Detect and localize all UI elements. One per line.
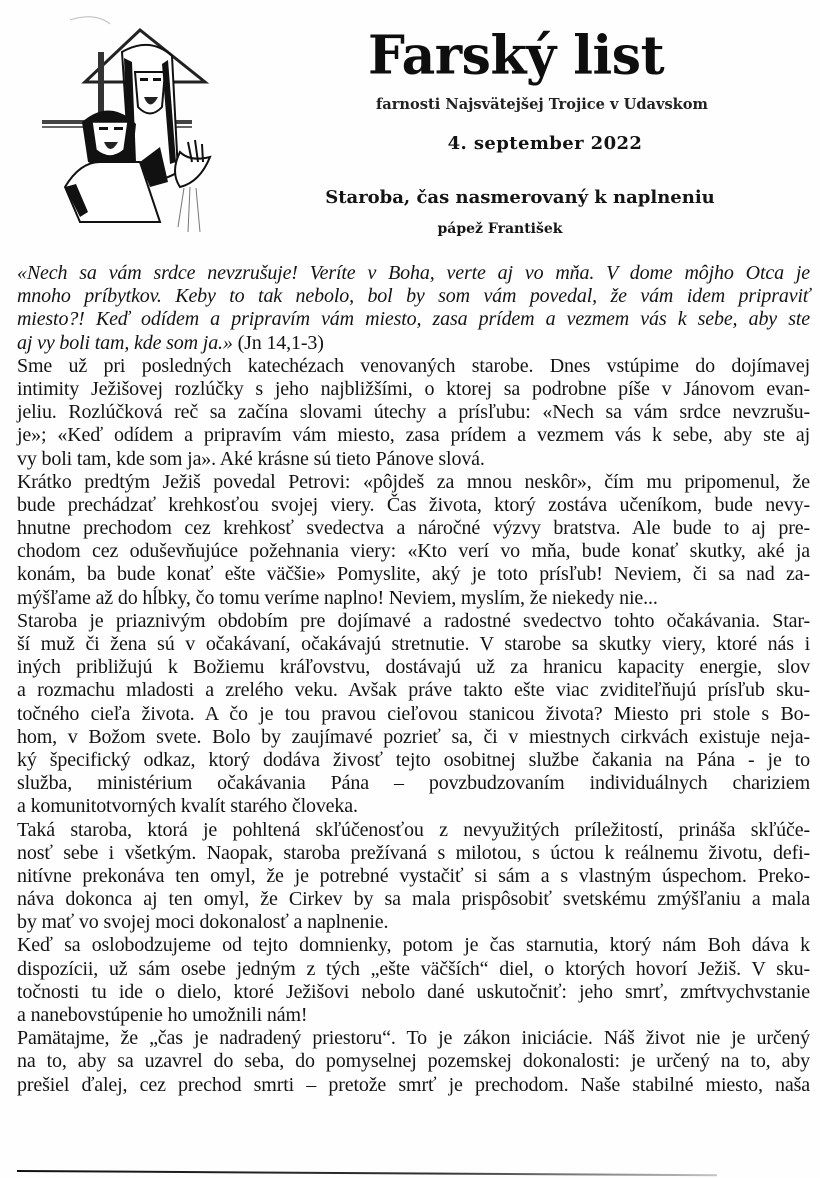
article-text: nitívne prekonáva ten omyl, že je potrebné vystačiť si sám a s vlastným úspechom. Preko- — [17, 864, 810, 887]
article-line — [17, 401, 810, 424]
article-line — [17, 958, 810, 981]
article-text: nosť sebe i všetkým. Naopak, staroba prežívaná s milotou, s úctou k reálnemu životu, defi- — [17, 841, 810, 864]
article-text: hom, v Božom svete. Bolo by zaujímavé pozrieť sa, či v miestnych cirkvách existuje neja- — [17, 725, 810, 748]
article-text: intimity Ježišovej rozlúčky s jeho najbližšími, o ktorej sa podrobne píše v Jánovom evan- — [17, 377, 810, 400]
article-line — [17, 819, 810, 842]
article-line — [17, 285, 810, 308]
article-line — [17, 633, 810, 656]
scripture-quote-text: mnoho príbytkov. Keby to tak nebolo, bol by som vám povedal, že vám idem pripraviť — [17, 285, 810, 308]
article-line — [17, 424, 810, 447]
article-text: a rozmachu mladosti a zrelého veku. Avšak práve takto ešte viac zviditeľňujú prísľub sku- — [17, 679, 810, 702]
article-text: Keď sa oslobodzujeme od tejto domnienky, potom je čas starnutia, ktorý nám Boh dáva k — [17, 934, 810, 957]
article-text: na to, aby sa uzavrel do seba, do pomyselnej pozemskej dokonalosti: je určený na to, aby — [17, 1050, 810, 1073]
article-line — [17, 981, 810, 1004]
article-body — [17, 262, 810, 1097]
scripture-quote-text: aj vy boli tam, kde som ja.» — [17, 331, 233, 354]
article-line — [17, 1050, 810, 1073]
article-headline: Staroba, čas nasmerovaný k naplneniu — [325, 187, 715, 208]
article-text: a nanebovstúpenie ho umožnili nám! — [17, 1004, 308, 1026]
article-line — [17, 332, 810, 355]
article-text: Krátko predtým Ježiš povedal Petrovi: «pôjdeš za mnou neskôr», čím mu pripomenul, že — [17, 470, 810, 493]
scripture-quote-text: miesto?! Keď odídem a pripravím vám miesto, zasa prídem a vezmem vás k sebe, aby ste — [17, 308, 810, 331]
article-line — [17, 355, 810, 378]
article-line — [17, 448, 810, 471]
article-line — [17, 610, 810, 633]
article-text: iných približujú k Božiemu kráľovstvu, dostávajú už za hranicu kapacity energie, slov — [17, 656, 810, 679]
article-text: točného cieľa života. A čo je tou pravou cieľovou stanicou života? Miesto pri stole s Bo- — [17, 702, 810, 725]
article-line — [17, 772, 810, 795]
article-line — [17, 1004, 810, 1027]
article-line — [17, 378, 810, 401]
article-text: Staroba je priaznivým obdobím pre dojímavé a radostné svedectvo tohto očakávania. Star- — [17, 609, 810, 632]
article-text: ký špecifický odkaz, ktorý dodáva živosť tejto osobitnej službe čakania na Pána - je to — [17, 748, 810, 771]
article-text: vy boli tam, kde som ja». Aké krásne sú tieto Pánove slová. — [17, 447, 485, 470]
article-line — [17, 865, 810, 888]
article-line — [17, 842, 810, 865]
article-text: dispozícii, už sám osebe jedným z tých „ešte väčších“ diel, o ktorých hovorí Ježiš. V sku- — [17, 957, 810, 980]
article-line — [17, 494, 810, 517]
article-text: chodom cez oduševňujúce požehnania viery: «Kto verí vo mňa, bude konať skutky, aké ja — [17, 540, 810, 563]
article-line — [17, 703, 810, 726]
jesus-and-father-with-dove-icon — [40, 12, 220, 237]
article-line — [17, 795, 810, 818]
scripture-quote-text: «Nech sa vám srdce nevzrušuje! Veríte v Boha, verte aj vo mňa. V dome môjho Otca je — [17, 262, 810, 284]
parish-name: farnosti Najsvätejšej Trojice v Udavskom — [376, 96, 708, 113]
article-text: a komunitotvorných kvalít starého človeka. — [17, 795, 358, 818]
article-line — [17, 656, 810, 679]
article-line — [17, 726, 810, 749]
article-line — [17, 749, 810, 772]
article-text: konám, ba bude konať ešte väčšie» Pomyslite, aký je toto prísľub! Neviem, či sa nad za- — [17, 563, 810, 586]
article-line — [17, 587, 810, 610]
article-line — [17, 308, 810, 331]
article-line — [17, 517, 810, 540]
article-text: náva dokonca aj ten omyl, že Cirkev by sa mala prispôsobiť svetskému zmýšľaniu a mala — [17, 888, 810, 911]
article-text: jeliu. Rozlúčková reč sa začína slovami útechy a prísľubu: «Nech sa vám srdce nevzrušu- — [17, 401, 810, 424]
article-text: je»; «Keď odídem a pripravím vám miesto, zasa prídem a vezmem vás k sebe, aby ste aj — [17, 424, 810, 447]
article-text: hnutne prechodom cez krehkosť svedectva a náročné výzvy bratstva. Ale bude to aj pre- — [17, 517, 810, 540]
article-text: prešiel ďalej, cez prechod smrti – pretože smrť je prechodom. Naše stabilné miesto, naša — [17, 1073, 810, 1096]
article-line — [17, 563, 810, 586]
article-text: točnosti tu ide o dielo, ktoré Ježišovi nebolo dané uskutočniť: jeho smrť, zmŕtvychvstanie — [17, 980, 810, 1003]
article-text: Taká staroba, ktorá je pohltená skľúčenosťou z nevyužitých príležitostí, prináša skľúče- — [17, 818, 810, 841]
article-text: Pamätajme, že „čas je nadradený priestoru“. To je zákon iniciácie. Náš život nie je určený — [17, 1027, 810, 1050]
article-line — [17, 540, 810, 563]
article-line — [17, 888, 810, 911]
article-text: by mať vo svojej moci dokonalosť a naplnenie. — [17, 911, 389, 934]
article-text: bude prechádzať krehkosťou svojej viery. Čas života, ktorý zostáva učeníkom, bude nevy- — [17, 493, 810, 516]
article-text: služba, ministérium očakávania Pána – povzbudzovaním individuálnych chariziem — [17, 772, 810, 795]
article-line — [17, 1074, 810, 1097]
article-line — [17, 911, 810, 934]
newsletter-title: Farský list — [368, 24, 665, 87]
article-text: mýšľame až do hĺbky, čo tomu veríme naplno! Neviem, myslím, že niekedy nie... — [17, 586, 658, 609]
article-line — [17, 679, 810, 702]
article-author: pápež František — [437, 221, 563, 237]
article-line — [17, 934, 810, 957]
article-text: Sme už pri posledných katechézach venovaných starobe. Dnes vstúpime do dojímavej — [17, 354, 810, 377]
article-line — [17, 471, 810, 494]
issue-date: 4. september 2022 — [447, 133, 643, 154]
bottom-divider — [17, 1170, 717, 1176]
article-line — [17, 1027, 810, 1050]
scripture-reference: (Jn 14,1-3) — [232, 331, 324, 354]
article-text: ší muž či žena sú v očakávaní, očakávajú stretnutie. V starobe sa skutky viery, ktoré nás i — [17, 633, 810, 655]
article-line — [17, 262, 810, 285]
